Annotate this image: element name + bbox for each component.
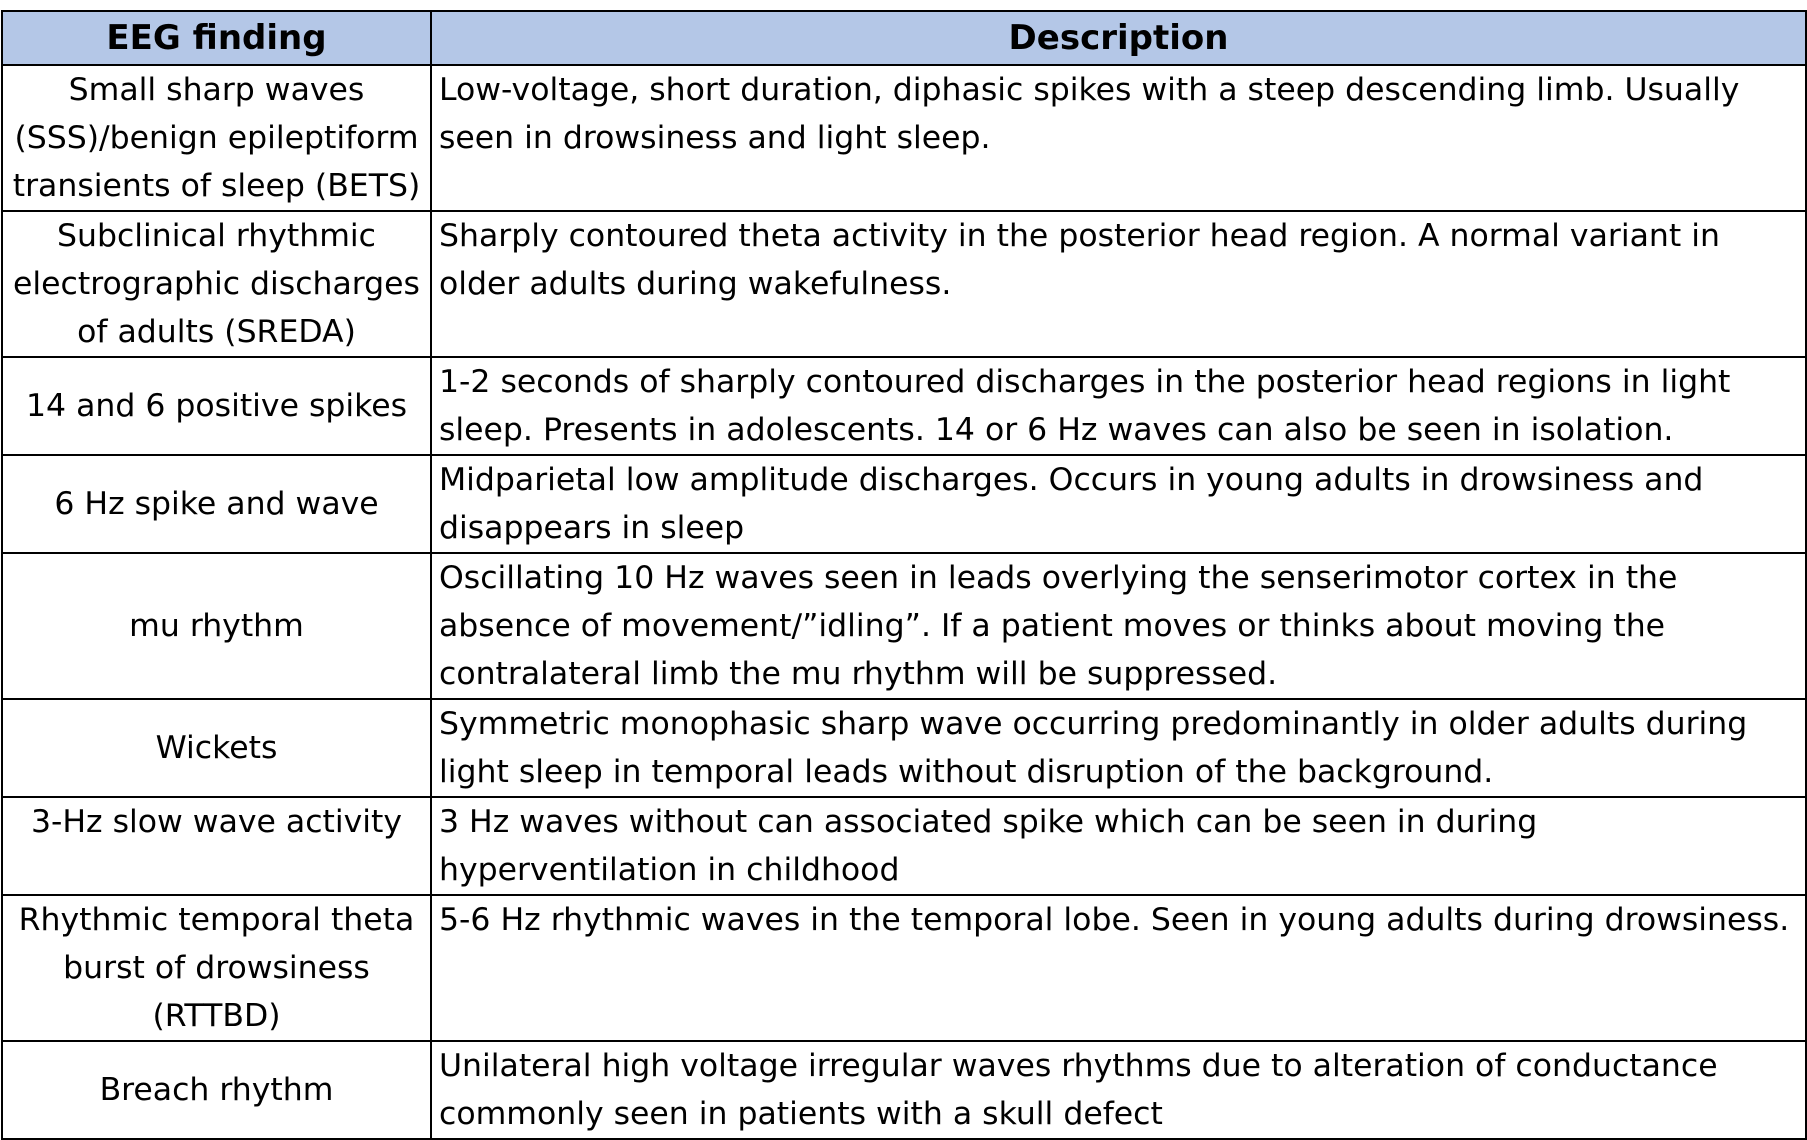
table-row [2,699,1806,797]
finding-cell: 3-Hz slow wave activity [2,797,431,895]
description-cell: 3 Hz waves without can associated spike which can be seen in during hyperventilation in childhood [431,797,1806,895]
finding-cell: Wickets [2,699,431,797]
finding-cell: 14 and 6 positive spikes [2,357,431,455]
table-row [2,797,1806,895]
finding-cell: Small sharp waves (SSS)/benign epileptiform transients of sleep (BETS) [2,65,431,211]
finding-cell: Rhythmic temporal theta burst of drowsiness (RTTBD) [2,895,431,1041]
finding-cell: Subclinical rhythmic electrographic discharges of adults (SREDA) [2,211,431,357]
finding-cell: Breach rhythm [2,1041,431,1139]
description-cell: 5-6 Hz rhythmic waves in the temporal lobe. Seen in young adults during drowsiness. [431,895,1806,1041]
description-cell: Low-voltage, short duration, diphasic spikes with a steep descending limb. Usually seen in drowsiness and light sleep. [431,65,1806,211]
finding-cell: 6 Hz spike and wave [2,455,431,553]
table-row [2,357,1806,455]
description-cell: Unilateral high voltage irregular waves rhythms due to alteration of conductance commonly seen in patients with a skull defect [431,1041,1806,1139]
eeg-findings-table [1,10,1807,1140]
table-row [2,65,1806,211]
table-row [2,895,1806,1041]
table-row [2,211,1806,357]
description-cell: Symmetric monophasic sharp wave occurring predominantly in older adults during light sleep in temporal leads without disruption of the background. [431,699,1806,797]
description-cell: 1-2 seconds of sharply contoured discharges in the posterior head regions in light sleep. Presents in adolescents. 14 or 6 Hz waves can also be seen in isolation. [431,357,1806,455]
table-header-row [2,11,1806,65]
description-cell: Sharply contoured theta activity in the posterior head region. A normal variant in older adults during wakefulness. [431,211,1806,357]
description-cell: Oscillating 10 Hz waves seen in leads overlying the senserimotor cortex in the absence of movement/”idling”. If a patient moves or thinks about moving the contralateral limb the mu rhythm will be suppressed. [431,553,1806,699]
table-row [2,1041,1806,1139]
header-eeg-finding: EEG finding [2,11,431,65]
finding-cell: mu rhythm [2,553,431,699]
table-row [2,553,1806,699]
header-description: Description [431,11,1806,65]
eeg-findings-table-container [1,10,1805,1140]
table-row [2,455,1806,553]
description-cell: Midparietal low amplitude discharges. Occurs in young adults in drowsiness and disappears in sleep [431,455,1806,553]
